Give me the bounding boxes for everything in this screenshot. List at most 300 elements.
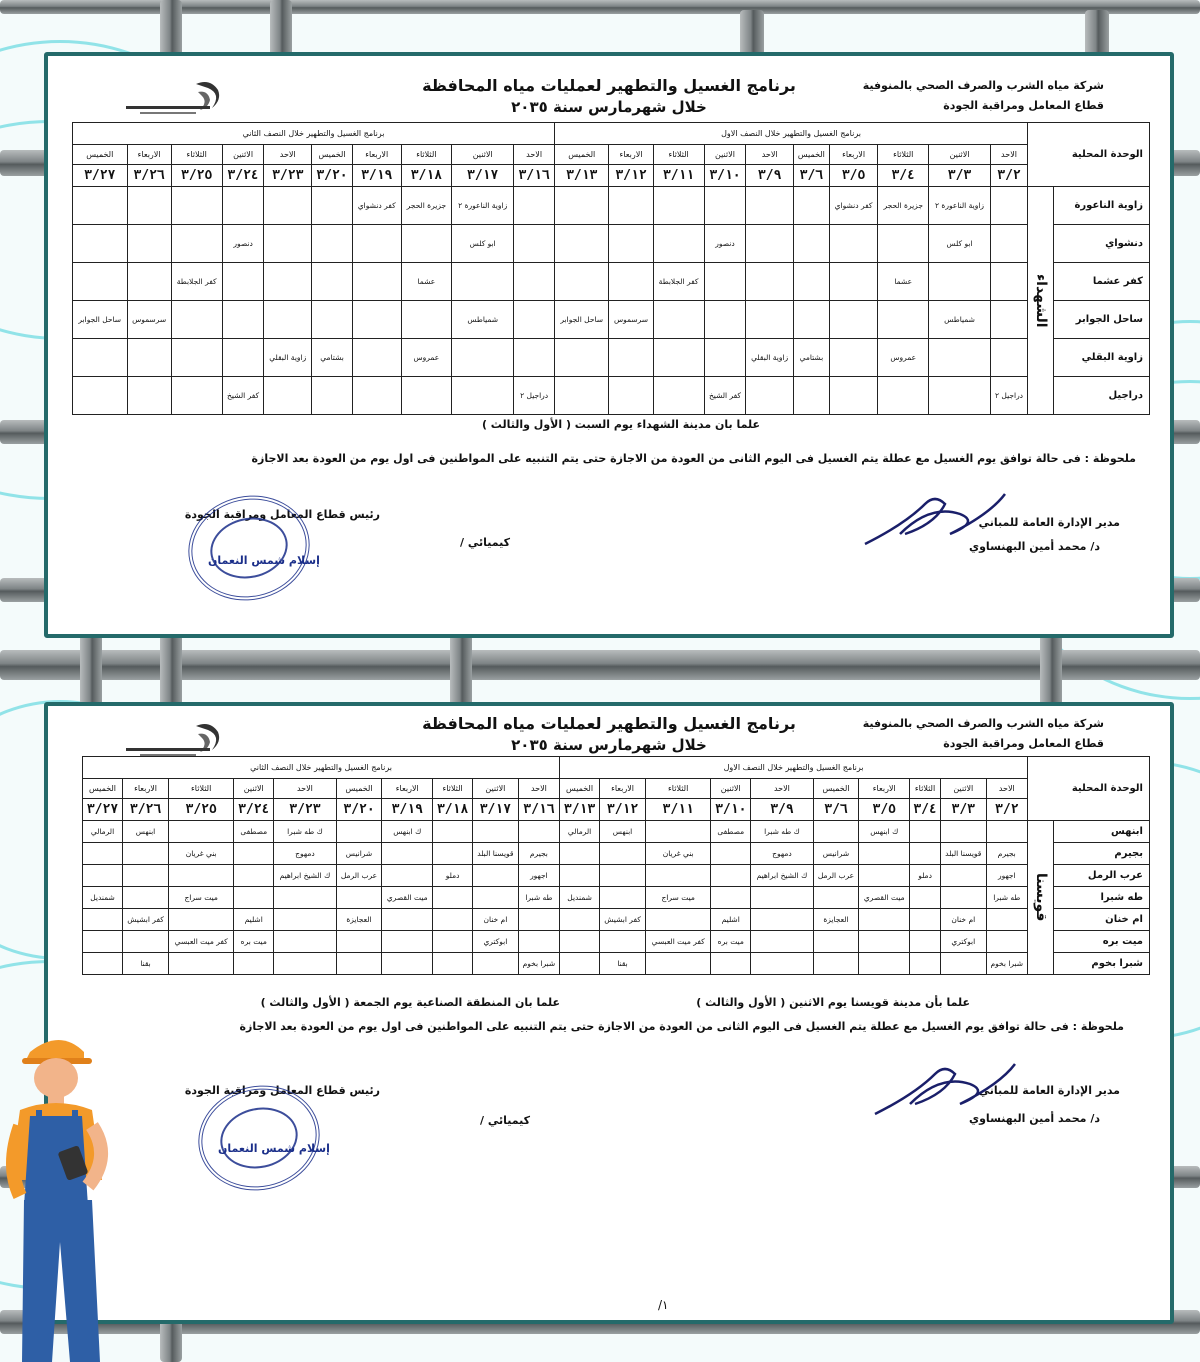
schedule-cell [352,377,401,415]
day-cell: الخميس [793,145,829,165]
schedule-cell: زاوية البقلي [746,339,794,377]
schedule-cell: ميت بره [711,931,751,953]
day-cell: الثلاثاء [169,779,234,799]
schedule-cell [991,301,1028,339]
schedule-cell [123,887,169,909]
schedule-cell: ك ابنهس [382,821,433,843]
schedule-cell [829,339,878,377]
schedule-cell [859,909,910,931]
schedule-cell [986,909,1027,931]
schedule-cell [704,301,746,339]
district-label: الشهداء [1028,187,1054,415]
stamp-name: إسلام شمس النعمان [208,554,320,567]
schedule-cell [73,339,128,377]
schedule-cell: عرب الرمل [813,865,859,887]
schedule-cell [234,953,274,975]
schedule-cell [312,301,353,339]
schedule-cell [169,909,234,931]
date-cell: ٣/٢٤ [234,799,274,821]
schedule-cell [746,377,794,415]
schedule-cell [83,909,123,931]
schedule-cell: ك الشيخ ابراهيم [274,865,336,887]
schedule-cell [878,225,929,263]
schedule-cell: دراجيل ٢ [991,377,1028,415]
sector-name: قطاع المعامل ومراقبة الجودة [943,737,1104,750]
schedule-cell [940,953,986,975]
schedule-cell: شبرا بخوم [518,953,559,975]
schedule-cell [793,301,829,339]
schedule-cell: مصطفى [711,821,751,843]
unit-name: بجيرم [1054,843,1150,865]
schedule-cell [560,865,600,887]
schedule-cell [83,931,123,953]
city-info-right: علما بأن مدينة قويسنا يوم الاثنين ( الأول والثالث ) [696,996,970,1009]
date-cell: ٣/٣ [929,165,991,187]
schedule-cell: كفر الشيخ [704,377,746,415]
schedule-cell: كفر ميت العبسي [646,931,711,953]
schedule-cell [127,187,171,225]
schedule-cell: زاوية الناعورة ٢ [929,187,991,225]
schedule-cell: شبرا بخوم [986,953,1027,975]
schedule-cell: بشتامي [793,339,829,377]
unit-name: زاوية الناعورة [1054,187,1150,225]
schedule-cell [312,187,353,225]
schedule-cell [312,225,353,263]
day-cell: الاحد [991,145,1028,165]
day-cell: الاربعاء [123,779,169,799]
schedule-cell: دمهوج [751,843,813,865]
schedule-cell [653,301,704,339]
date-cell: ٣/١٣ [560,799,600,821]
schedule-cell [859,843,910,865]
schedule-cell [653,339,704,377]
schedule-cell [264,187,312,225]
unit-name: ميت بره [1054,931,1150,953]
schedule-cell [222,301,264,339]
date-cell: ٣/٣ [940,799,986,821]
schedule-cell: كفر الشيخ [222,377,264,415]
unit-header: الوحدة المحلية [1028,123,1150,187]
schedule-cell [555,339,609,377]
schedule-cell [560,931,600,953]
schedule-cell [473,953,519,975]
schedule-cell: كفر ابشيش [600,909,646,931]
schedule-cell: عشما [878,263,929,301]
schedule-cell [433,843,473,865]
schedule-cell [793,263,829,301]
schedule-cell [352,263,401,301]
schedule-cell [746,187,794,225]
schedule-cell [560,843,600,865]
schedule-cell [600,865,646,887]
schedule-cell: زاوية الناعورة ٢ [452,187,514,225]
schedule-cell: الرمالي [83,821,123,843]
day-cell: الخميس [555,145,609,165]
schedule-cell [609,263,653,301]
schedule-cell [653,187,704,225]
date-cell: ٣/١٩ [352,165,401,187]
table-row [83,887,1150,909]
schedule-cell [433,953,473,975]
schedule-cell [991,263,1028,301]
schedule-cell [83,953,123,975]
schedule-cell: عرب الرمل [336,865,382,887]
unit-name: طه شبرا [1054,887,1150,909]
schedule-cell [555,187,609,225]
schedule-cell [704,187,746,225]
schedule-cell [312,377,353,415]
schedule-cell [452,377,514,415]
schedule-cell: جزيرة الحجر [878,187,929,225]
date-cell: ٣/٢٣ [274,799,336,821]
schedule-cell [401,377,452,415]
schedule-cell: ميت سراج [169,887,234,909]
schedule-cell [169,953,234,975]
schedule-cell [401,225,452,263]
schedule-cell [171,301,222,339]
company-name: شركة مياه الشرب والصرف الصحي بالمنوفية [862,79,1104,92]
schedule-cell [433,821,473,843]
header-row [73,123,1150,145]
schedule-cell [352,301,401,339]
date-cell: ٣/٤ [910,799,941,821]
schedule-table [72,122,1150,415]
schedule-cell [829,225,878,263]
day-cell: الاحد [986,779,1027,799]
date-cell: ٣/٢٠ [336,799,382,821]
schedule-cell: عمروس [401,339,452,377]
day-cell: الخميس [336,779,382,799]
schedule-cell: شمنديل [560,887,600,909]
unit-name: دنشواي [1054,225,1150,263]
schedule-cell [401,301,452,339]
schedule-cell: شمياطس [452,301,514,339]
schedule-cell [83,865,123,887]
schedule-cell: ك طه شبرا [751,821,813,843]
day-cell: الثلاثاء [401,145,452,165]
day-cell: الثلاثاء [171,145,222,165]
schedule-cell: كفر دنشواي [829,187,878,225]
schedule-cell: ك ابنهس [859,821,910,843]
day-cell: الاثنين [452,145,514,165]
schedule-cell [222,263,264,301]
date-cell: ٣/٢٧ [73,165,128,187]
date-cell: ٣/٢٠ [312,165,353,187]
schedule-page-1 [44,52,1174,638]
schedule-cell [222,339,264,377]
day-cell: الاثنين [473,779,519,799]
schedule-cell: ابوكتري [940,931,986,953]
schedule-cell [609,187,653,225]
schedule-cell: شمياطس [929,301,991,339]
schedule-cell [600,843,646,865]
table-row [73,225,1150,263]
date-cell: ٣/١٠ [704,165,746,187]
schedule-cell [234,865,274,887]
day-cell: الخميس [73,145,128,165]
schedule-cell: ابنهس [123,821,169,843]
schedule-cell [518,931,559,953]
schedule-cell [646,953,711,975]
table-row [73,263,1150,301]
date-cell: ٣/٩ [746,165,794,187]
unit-name: ساحل الجوابر [1054,301,1150,339]
stamp-name: إسلام شمس النعمان [218,1142,330,1155]
schedule-cell [751,931,813,953]
table-row [83,953,1150,975]
half-2-header: برنامج الغسيل والتطهير خلال النصف الثاني [73,123,555,145]
schedule-cell [73,187,128,225]
schedule-cell [940,887,986,909]
schedule-cell [653,377,704,415]
schedule-cell [991,225,1028,263]
day-cell: الاربعاء [600,779,646,799]
schedule-cell: العجايزة [336,909,382,931]
schedule-cell: دملو [910,865,941,887]
schedule-cell [433,887,473,909]
schedule-cell [73,377,128,415]
unit-name: ام خنان [1054,909,1150,931]
signature-right-name: د/ محمد أمين البهنساوي [969,1112,1100,1125]
schedule-cell [600,887,646,909]
signature-right-title: مدير الإدارة العامة للمباني [978,1084,1120,1097]
schedule-cell [433,931,473,953]
date-cell: ٣/٢٥ [171,165,222,187]
day-cell: الاربعاء [609,145,653,165]
schedule-cell [382,843,433,865]
schedule-cell: دنصور [222,225,264,263]
schedule-cell: دملو [433,865,473,887]
date-cell: ٣/٦ [813,799,859,821]
schedule-cell: اجهور [518,865,559,887]
schedule-cell: بني غريان [169,843,234,865]
city-info: علما بان مدينة الشهداء يوم السبت ( الأول والثالث ) [481,418,760,431]
day-cell: الاحد [264,145,312,165]
schedule-cell [878,301,929,339]
schedule-cell [910,909,941,931]
schedule-cell [878,377,929,415]
schedule-cell [336,821,382,843]
schedule-cell [813,931,859,953]
schedule-cell: ميت بره [234,931,274,953]
schedule-title: برنامج الغسيل والتطهير لعمليات مياه المحافظة [422,76,796,95]
schedule-cell [704,339,746,377]
schedule-cell: بني غريان [646,843,711,865]
schedule-cell [711,865,751,887]
half-2-header: برنامج الغسيل والتطهير خلال النصف الثاني [83,757,560,779]
schedule-cell [352,225,401,263]
signature-left-name: كيميائي / [480,1114,530,1127]
day-row [73,145,1150,165]
schedule-cell [171,377,222,415]
schedule-cell: دمهوج [274,843,336,865]
day-cell: الاثنين [940,779,986,799]
date-row [73,165,1150,187]
date-cell: ٣/٥ [859,799,910,821]
day-cell: الخميس [83,779,123,799]
date-cell: ٣/١٧ [473,799,519,821]
schedule-cell [222,187,264,225]
schedule-cell: شمنديل [83,887,123,909]
schedule-cell [336,931,382,953]
schedule-cell: ابو كلس [929,225,991,263]
date-cell: ٣/٤ [878,165,929,187]
schedule-table [82,756,1150,975]
date-cell: ٣/١٢ [609,165,653,187]
schedule-cell [609,225,653,263]
district-label: قويسنا [1028,821,1054,975]
schedule-cell: ام خنان [473,909,519,931]
schedule-cell: اجهور [986,865,1027,887]
schedule-cell: قويسنا البلد [940,843,986,865]
schedule-cell [264,377,312,415]
date-cell: ٣/٢٣ [264,165,312,187]
table-row [73,377,1150,415]
date-cell: ٣/١٣ [555,165,609,187]
day-cell: الاثنين [234,779,274,799]
schedule-cell: بجيرم [518,843,559,865]
table-row [83,821,1150,843]
signature-left-title: رئيس قطاع المعامل ومراقبة الجودة [184,508,380,521]
schedule-cell [711,887,751,909]
schedule-cell [813,953,859,975]
schedule-cell [929,377,991,415]
schedule-cell: دنصور [704,225,746,263]
schedule-cell [910,953,941,975]
schedule-cell [910,887,941,909]
day-cell: الاحد [518,779,559,799]
signature-right-title: مدير الإدارة العامة للمباني [978,516,1120,529]
schedule-cell: ميت سراج [646,887,711,909]
schedule-cell [910,931,941,953]
schedule-cell [514,225,555,263]
table-row [83,931,1150,953]
date-cell: ٣/٩ [751,799,813,821]
schedule-cell: ابنهس [600,821,646,843]
schedule-cell: طه شبرا [518,887,559,909]
schedule-cell [473,821,519,843]
day-cell: الاثنين [704,145,746,165]
date-cell: ٣/٥ [829,165,878,187]
date-cell: ٣/١٠ [711,799,751,821]
schedule-cell [234,887,274,909]
schedule-cell [560,909,600,931]
schedule-cell [169,865,234,887]
schedule-cell: عمروس [878,339,929,377]
schedule-cell [929,263,991,301]
schedule-cell: كفر دنشواي [352,187,401,225]
date-cell: ٣/٢٥ [169,799,234,821]
signature-left-name: كيميائي / [460,536,510,549]
schedule-cell: كفر الجلابطة [171,263,222,301]
schedule-cell [646,909,711,931]
schedule-cell: ابوكتري [473,931,519,953]
schedule-cell [312,263,353,301]
schedule-cell [813,821,859,843]
schedule-cell: ك طه شبرا [274,821,336,843]
schedule-cell [518,909,559,931]
schedule-cell [746,263,794,301]
schedule-cell [910,821,941,843]
day-cell: الاثنين [929,145,991,165]
date-cell: ٣/٢٤ [222,165,264,187]
day-cell: الثلاثاء [646,779,711,799]
schedule-cell: ك الشيخ ابراهيم [751,865,813,887]
day-cell: الثلاثاء [878,145,929,165]
signature-left-title: رئيس قطاع المعامل ومراقبة الجودة [184,1084,380,1097]
schedule-cell [555,263,609,301]
day-cell: الاثنين [222,145,264,165]
day-cell: الاربعاء [859,779,910,799]
header-row [83,757,1150,779]
schedule-cell [646,821,711,843]
schedule-cell [859,931,910,953]
city-info-left: علما بان المنطقة الصناعية يوم الجمعة ( الأول والثالث ) [260,996,560,1009]
unit-name: ابنهس [1054,821,1150,843]
schedule-cell [751,909,813,931]
schedule-cell [83,843,123,865]
schedule-cell: ساحل الجوابر [73,301,128,339]
schedule-cell [73,263,128,301]
schedule-cell [746,301,794,339]
sector-name: قطاع المعامل ومراقبة الجودة [943,99,1104,112]
schedule-cell [264,225,312,263]
signature-right-name: د/ محمد أمين البهنساوي [969,540,1100,553]
date-cell: ٣/٢٦ [127,165,171,187]
schedule-subtitle: خلال شهرمارس سنة ٢٠٣٥ [511,736,707,754]
schedule-cell [382,931,433,953]
table-row [83,909,1150,931]
table-row [73,301,1150,339]
day-cell: الخميس [312,145,353,165]
schedule-cell: طه شبرا [986,887,1027,909]
day-cell: الثلاثاء [910,779,941,799]
schedule-cell [171,225,222,263]
schedule-cell [433,909,473,931]
schedule-cell [859,865,910,887]
schedule-cell [518,821,559,843]
day-cell: الخميس [560,779,600,799]
schedule-cell [123,865,169,887]
day-cell: الاحد [746,145,794,165]
date-cell: ٣/١٦ [514,165,555,187]
schedule-cell: العجايزة [813,909,859,931]
schedule-cell [336,953,382,975]
day-row [83,779,1150,799]
schedule-cell: سرسموس [127,301,171,339]
date-cell: ٣/١٨ [433,799,473,821]
schedule-cell [793,225,829,263]
schedule-cell [910,843,941,865]
schedule-cell [829,377,878,415]
schedule-cell [986,931,1027,953]
table-row [73,187,1150,225]
unit-name: عرب الرمل [1054,865,1150,887]
day-cell: الخميس [813,779,859,799]
date-cell: ٣/١١ [646,799,711,821]
schedule-cell [127,225,171,263]
schedule-cell: كفر ابشيش [123,909,169,931]
date-cell: ٣/١١ [653,165,704,187]
date-cell: ٣/٢٦ [123,799,169,821]
signature-icon [860,484,1010,554]
schedule-cell [991,187,1028,225]
half-1-header: برنامج الغسيل والتطهير خلال النصف الاول [560,757,1028,779]
schedule-title: برنامج الغسيل والتطهير لعمليات مياه المحافظة [422,714,796,733]
schedule-cell [514,339,555,377]
schedule-cell [600,931,646,953]
schedule-cell [653,225,704,263]
